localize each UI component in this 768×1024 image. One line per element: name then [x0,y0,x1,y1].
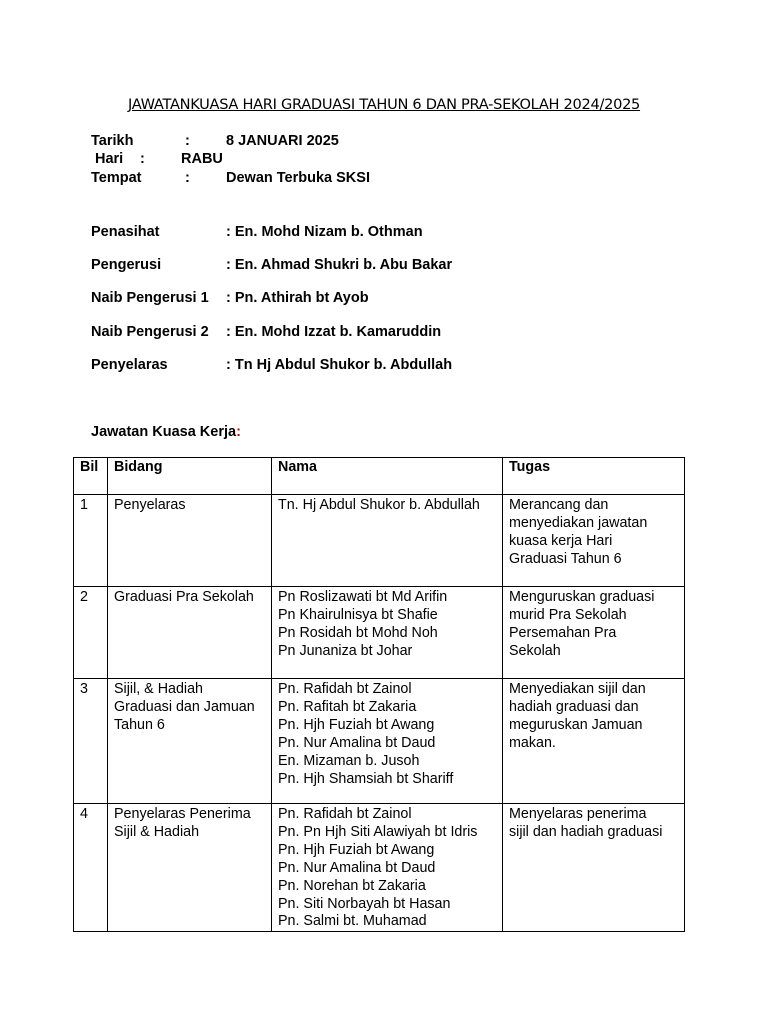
nama-line: Pn. Rafidah bt Zainol [278,806,412,822]
role-value: : En. Mohd Nizam b. Othman [226,224,423,240]
cell-bidang [108,587,272,679]
tarikh-value: 8 JANUARI 2025 [226,133,339,149]
nama-line: Pn. Pn Hjh Siti Alawiyah bt Idris [278,823,478,840]
tugas-line: murid Pra Sekolah [509,606,627,623]
nama-line: Pn. Nur Amalina bt Daud [278,859,436,876]
tugas-line: menyediakan jawatan [509,514,648,531]
cell-bil: 4 [74,804,108,932]
header-bidang: Bidang [108,458,272,495]
bidang-line: Graduasi dan Jamuan [114,698,255,715]
cell-bidang [108,804,272,932]
hari-colon: : [140,151,145,167]
cell-nama [272,495,503,587]
header-bil: Bil [74,458,108,495]
hari-value: RABU [181,151,223,167]
table-row [74,804,685,932]
bidang-line: Sijil, & Hadiah [114,681,203,697]
bidang-line: Tahun 6 [114,716,165,733]
bidang-line: Penyelaras Penerima [114,806,251,822]
nama-line: Pn. Rafidah bt Zainol [278,681,412,697]
tugas-line: hadiah graduasi dan [509,698,639,715]
section-colon: : [236,424,241,440]
tempat-value: Dewan Terbuka SKSI [226,170,370,186]
role-label: Penyelaras [91,357,168,373]
tugas-line: Persemahan Pra [509,624,617,641]
table-header-row [74,458,685,495]
nama-line: Pn. Hjh Shamsiah bt Shariff [278,770,454,787]
table-row [74,679,685,804]
table-row [74,495,685,587]
nama-line: Pn Junaniza bt Johar [278,642,413,659]
tugas-line: Merancang dan [509,497,609,513]
tempat-colon: : [185,170,190,186]
header-tugas: Tugas [503,458,685,495]
nama-line: Tn. Hj Abdul Shukor b. Abdullah [278,497,480,513]
tugas-line: Sekolah [509,642,561,659]
tempat-label: Tempat [91,170,142,186]
role-value: : En. Mohd Izzat b. Kamaruddin [226,324,442,340]
cell-nama [272,679,503,804]
role-label: Penasihat [91,224,160,240]
nama-line: Pn. Nur Amalina bt Daud [278,734,436,751]
cell-nama [272,587,503,679]
role-value: : Tn Hj Abdul Shukor b. Abdullah [226,357,453,373]
tugas-line: Menyediakan sijil dan [509,681,646,697]
role-label: Pengerusi [91,257,162,273]
cell-bil: 3 [74,679,108,804]
cell-tugas [503,804,685,932]
bidang-line: Graduasi Pra Sekolah [114,589,254,605]
nama-line: Pn. Siti Norbayah bt Hasan [278,895,451,912]
section-title: Jawatan Kuasa Kerja [91,424,237,440]
nama-line: Pn Rosidah bt Mohd Noh [278,624,438,641]
cell-bil: 1 [74,495,108,587]
tugas-line: Menyelaras penerima [509,806,647,822]
cell-bidang [108,495,272,587]
hari-label: Hari [95,151,124,167]
tarikh-label: Tarikh [91,133,134,149]
tugas-line: sijil dan hadiah graduasi [509,823,663,840]
role-label: Naib Pengerusi 2 [91,324,209,340]
nama-line: Pn. Hjh Fuziah bt Awang [278,716,435,733]
cell-nama [272,804,503,932]
document-title: JAWATANKUASA HARI GRADUASI TAHUN 6 DAN PRA-SEKOLAH 2024/2025 [127,96,641,113]
bidang-line: Penyelaras [114,497,186,513]
tugas-line: kuasa kerja Hari [509,532,613,549]
nama-line: Pn. Norehan bt Zakaria [278,877,426,894]
cell-bil: 2 [74,587,108,679]
cell-tugas [503,679,685,804]
header-nama: Nama [272,458,503,495]
nama-line: Pn. Salmi bt. Muhamad [278,913,427,930]
role-value: : Pn. Athirah bt Ayob [226,290,369,306]
cell-tugas [503,587,685,679]
tugas-line: Graduasi Tahun 6 [509,550,622,567]
cell-bidang [108,679,272,804]
nama-line: En. Mizaman b. Jusoh [278,752,420,769]
committee-table [73,457,685,932]
tugas-line: Menguruskan graduasi [509,589,655,605]
nama-line: Pn. Rafitah bt Zakaria [278,698,417,715]
tarikh-colon: : [185,133,190,149]
nama-line: Pn. Hjh Fuziah bt Awang [278,841,435,858]
section-heading [91,424,241,440]
cell-tugas [503,495,685,587]
table-row [74,587,685,679]
bidang-line: Sijil & Hadiah [114,823,200,840]
nama-line: Pn Roslizawati bt Md Arifin [278,589,448,605]
nama-line: Pn Khairulnisya bt Shafie [278,606,438,623]
tugas-line: makan. [509,734,556,751]
role-value: : En. Ahmad Shukri b. Abu Bakar [226,257,453,273]
tugas-line: meguruskan Jamuan [509,716,643,733]
role-label: Naib Pengerusi 1 [91,290,209,306]
